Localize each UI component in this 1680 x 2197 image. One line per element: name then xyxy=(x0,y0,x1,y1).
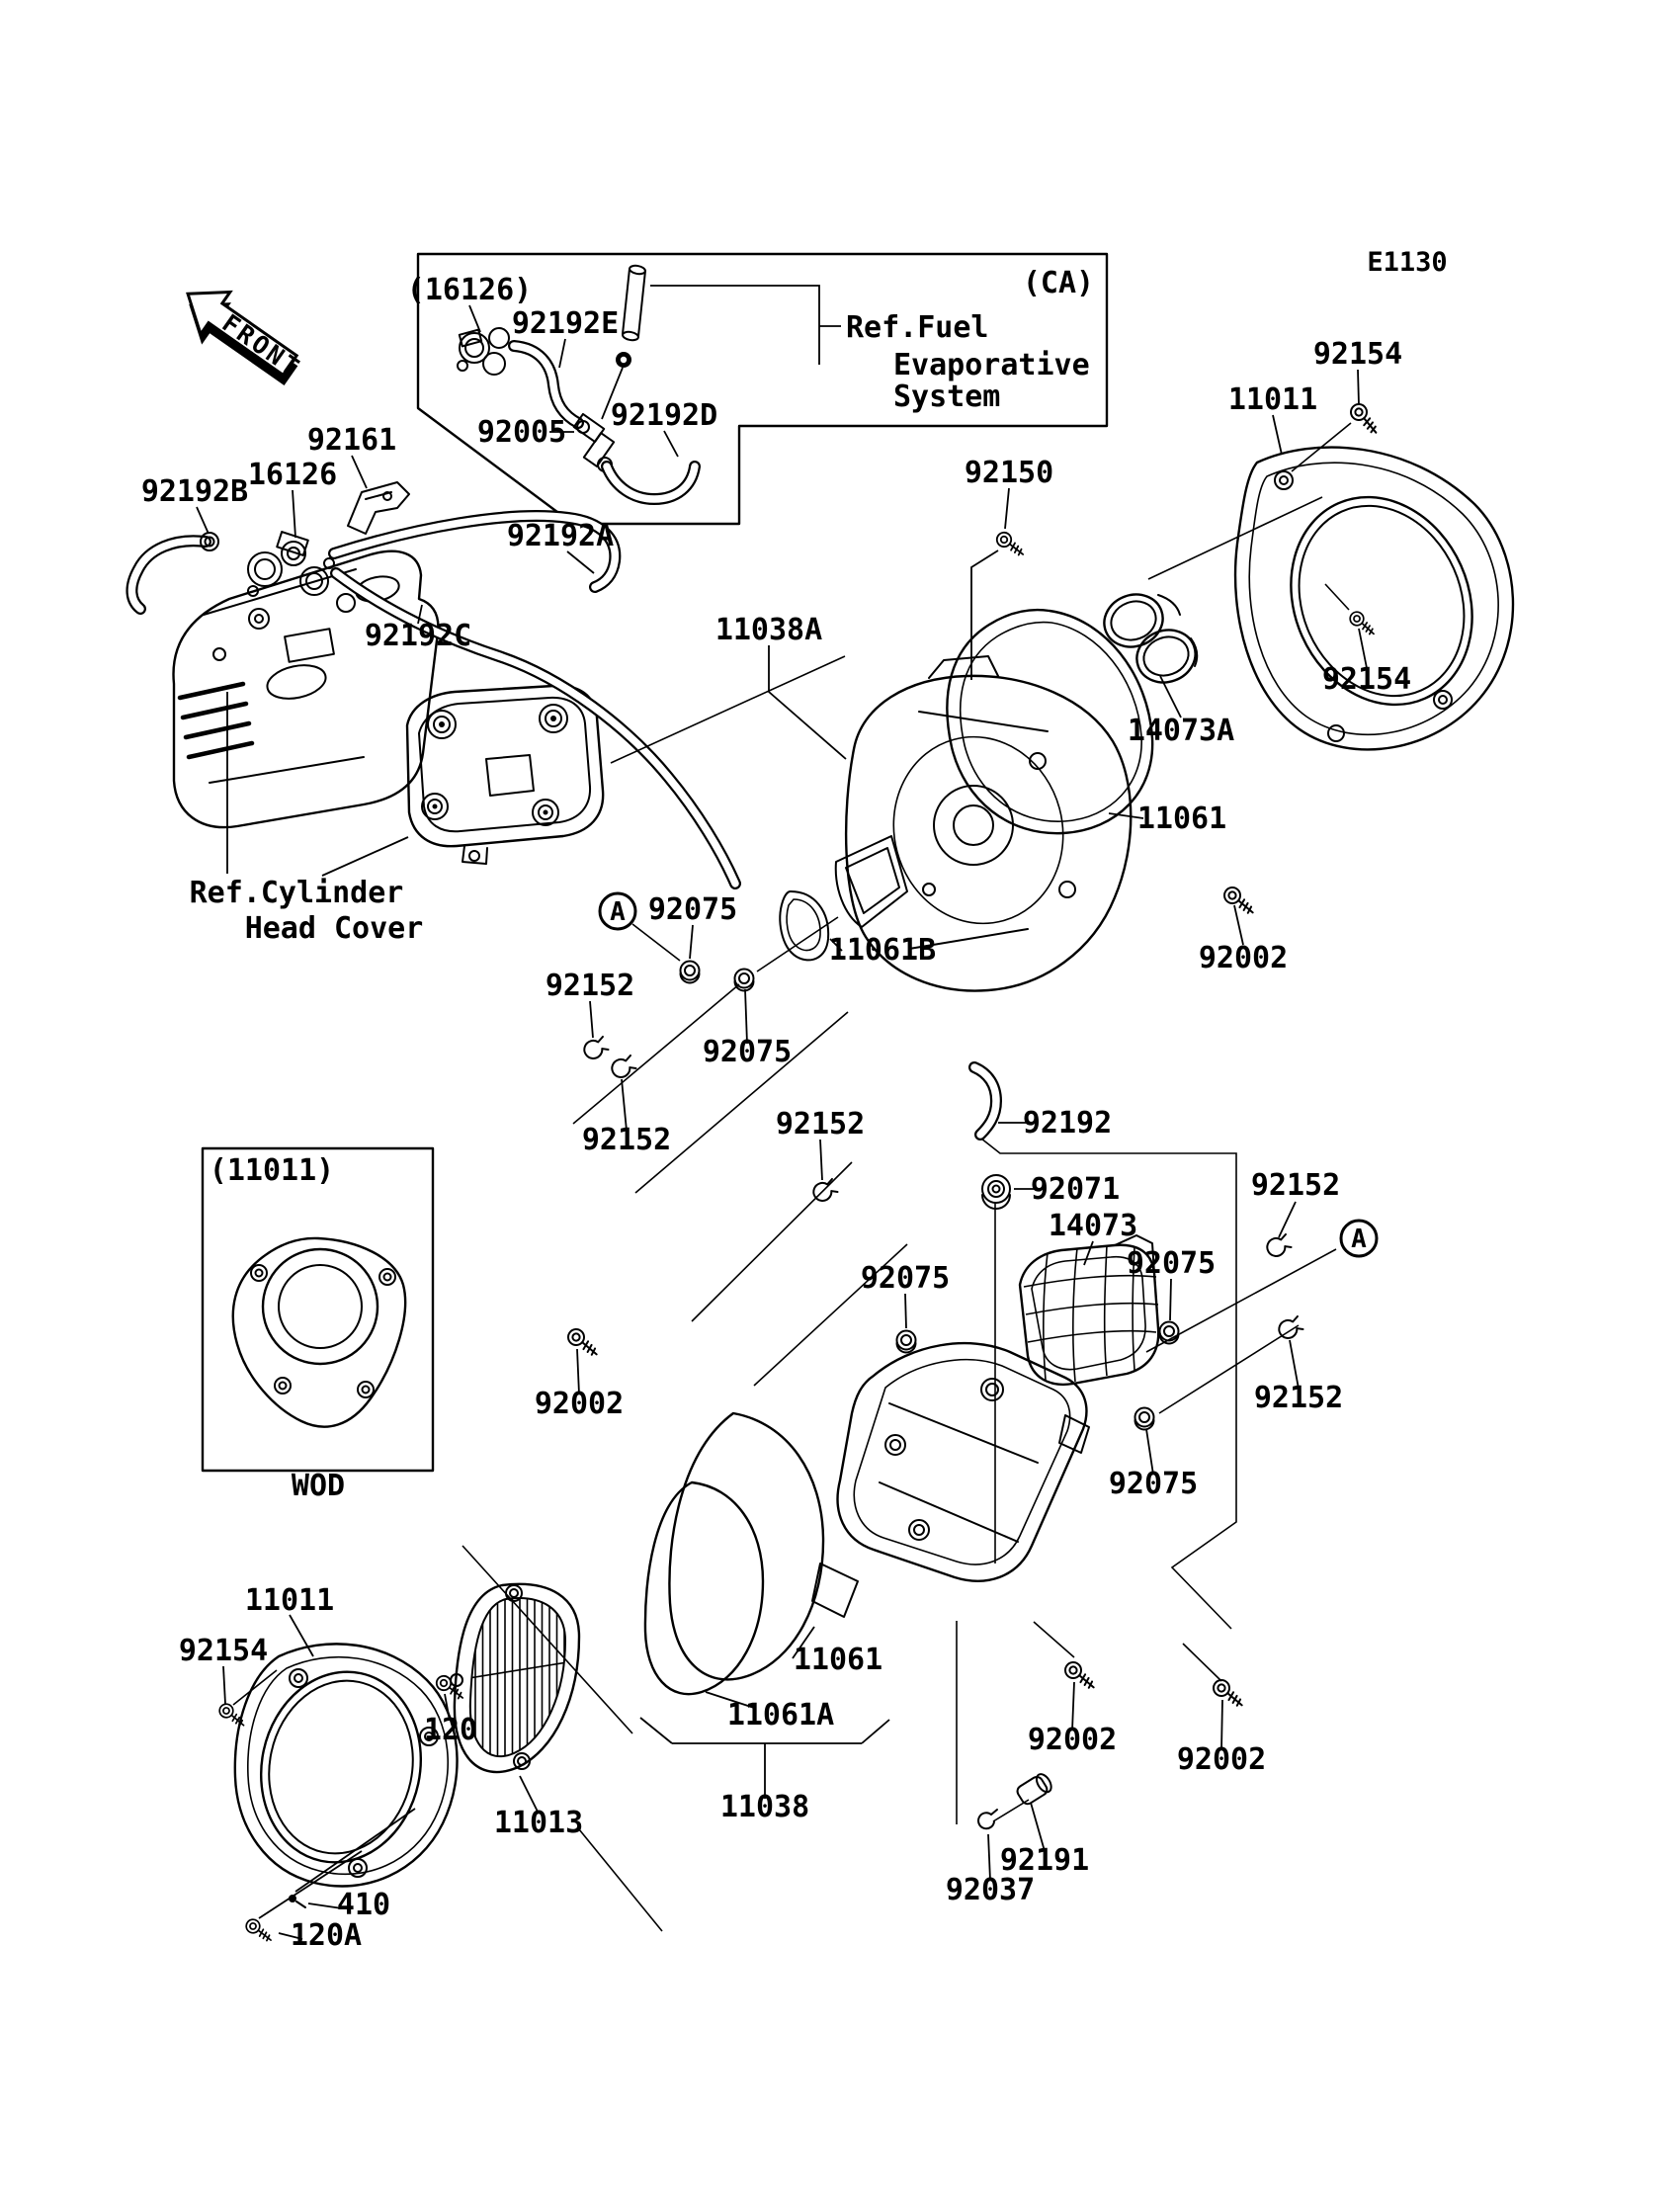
part-11061-lower: 11061 xyxy=(793,1643,883,1677)
part-120A: 120A xyxy=(290,1918,363,1953)
screw-92154-icon xyxy=(1347,609,1378,638)
part-92192D: 92192D xyxy=(610,398,718,433)
bracket-92161-icon xyxy=(348,482,409,534)
duct-14073A xyxy=(1097,586,1203,690)
nut-92075-icon xyxy=(735,970,754,991)
diagram-code: E1130 xyxy=(1367,247,1448,278)
part-92152-2: 92152 xyxy=(581,1123,672,1157)
part-11061-upper: 11061 xyxy=(1136,802,1227,836)
part-14073A: 14073A xyxy=(1127,714,1235,748)
cap-92191-icon xyxy=(1015,1772,1053,1807)
wod-part-ref: (11011) xyxy=(209,1153,335,1188)
part-92154-3: 92154 xyxy=(178,1634,269,1668)
screw-92154-icon xyxy=(216,1701,248,1731)
part-11061B: 11061B xyxy=(828,933,937,968)
cover-11011-bottom xyxy=(235,1644,458,1886)
purge-valve-icon xyxy=(458,328,509,375)
cylinder-head-cover-top xyxy=(407,686,603,864)
labels-layer xyxy=(141,247,1448,1953)
part-11061A: 11061A xyxy=(726,1698,835,1732)
ref-cyl-2: Head Cover xyxy=(244,911,424,946)
marker-A-left: A xyxy=(610,897,626,927)
part-92002-3: 92002 xyxy=(1027,1723,1118,1757)
note-fuel-1: Ref.Fuel xyxy=(846,310,989,345)
part-92002-2: 92002 xyxy=(534,1387,625,1421)
wod-caption: WOD xyxy=(291,1469,346,1503)
part-92002-1: 92002 xyxy=(1198,941,1289,975)
hose-92192B xyxy=(131,541,206,609)
part-92192B: 92192B xyxy=(140,474,249,509)
nut-92075-icon xyxy=(897,1331,916,1353)
part-92161: 92161 xyxy=(306,423,397,458)
part-11038: 11038 xyxy=(719,1790,810,1824)
element-grid-11013 xyxy=(451,1581,579,1779)
part-92150: 92150 xyxy=(964,456,1054,490)
air-cleaner-housing-lower xyxy=(812,1343,1089,1617)
part-92154-2: 92154 xyxy=(1321,662,1412,697)
screw-92002-icon xyxy=(1221,885,1258,919)
part-120: 120 xyxy=(423,1713,478,1747)
part-11013: 11013 xyxy=(493,1806,584,1840)
clamp-92152-icon xyxy=(582,1036,610,1060)
part-92192C: 92192C xyxy=(364,619,472,653)
part-92075-3: 92075 xyxy=(860,1261,951,1296)
part-92152-5: 92152 xyxy=(1253,1381,1344,1415)
marker-A-right: A xyxy=(1351,1225,1367,1254)
clamp-92037-icon xyxy=(978,1810,997,1828)
note-fuel-3: System xyxy=(893,380,1001,414)
wod-inset-box xyxy=(203,1148,433,1471)
ca-tag: (CA) xyxy=(1022,266,1095,300)
cover-11011-top xyxy=(1235,448,1513,750)
grommet-92071-icon xyxy=(982,1175,1010,1209)
part-410: 410 xyxy=(336,1888,391,1922)
part-92154-1: 92154 xyxy=(1312,337,1403,372)
part-92152-1: 92152 xyxy=(545,969,635,1003)
screw-92002-icon xyxy=(1062,1659,1099,1694)
part-92005: 92005 xyxy=(476,415,567,450)
part-11038A: 11038A xyxy=(714,613,823,647)
screw-92002-icon xyxy=(565,1326,602,1361)
clamp-92152-icon xyxy=(610,1055,637,1079)
ca-assembly-ref: (16126) xyxy=(406,273,533,307)
part-92002-4: 92002 xyxy=(1176,1742,1267,1777)
part-92075-5: 92075 xyxy=(1108,1467,1199,1501)
screw-92002-icon xyxy=(1211,1677,1247,1712)
front-marker: FRONT xyxy=(216,308,307,383)
screw-92150-icon xyxy=(994,530,1028,560)
part-16126: 16126 xyxy=(247,458,338,492)
part-92075-2: 92075 xyxy=(702,1035,793,1069)
part-11011-2: 11011 xyxy=(244,1583,335,1618)
evap-tube-icon xyxy=(616,265,646,368)
part-92192A: 92192A xyxy=(506,519,615,553)
part-92192E: 92192E xyxy=(511,306,620,341)
part-14073: 14073 xyxy=(1048,1209,1138,1243)
purge-valve-main-icon xyxy=(248,532,334,596)
part-92037: 92037 xyxy=(945,1873,1036,1907)
part-92075-1: 92075 xyxy=(647,892,738,927)
nut-92075-icon xyxy=(1135,1408,1154,1430)
gasket-11061A xyxy=(645,1482,763,1694)
nut-92075-icon xyxy=(681,962,700,983)
gasket-11061-lower xyxy=(669,1413,823,1679)
screw-92154-icon xyxy=(1348,401,1383,438)
gasket-11061B xyxy=(780,891,828,960)
note-fuel-2: Evaporative xyxy=(893,348,1090,382)
part-11011-1: 11011 xyxy=(1227,382,1318,417)
screw-120A-icon xyxy=(243,1916,275,1945)
ref-cyl-1: Ref.Cylinder xyxy=(189,876,404,910)
part-92075-4: 92075 xyxy=(1126,1246,1217,1281)
part-92152-3: 92152 xyxy=(775,1107,866,1141)
clamp-92152-icon xyxy=(1265,1233,1293,1258)
part-92152-4: 92152 xyxy=(1250,1168,1341,1203)
part-92192: 92192 xyxy=(1022,1106,1113,1141)
part-92071: 92071 xyxy=(1030,1172,1121,1207)
part-92191: 92191 xyxy=(999,1843,1090,1878)
